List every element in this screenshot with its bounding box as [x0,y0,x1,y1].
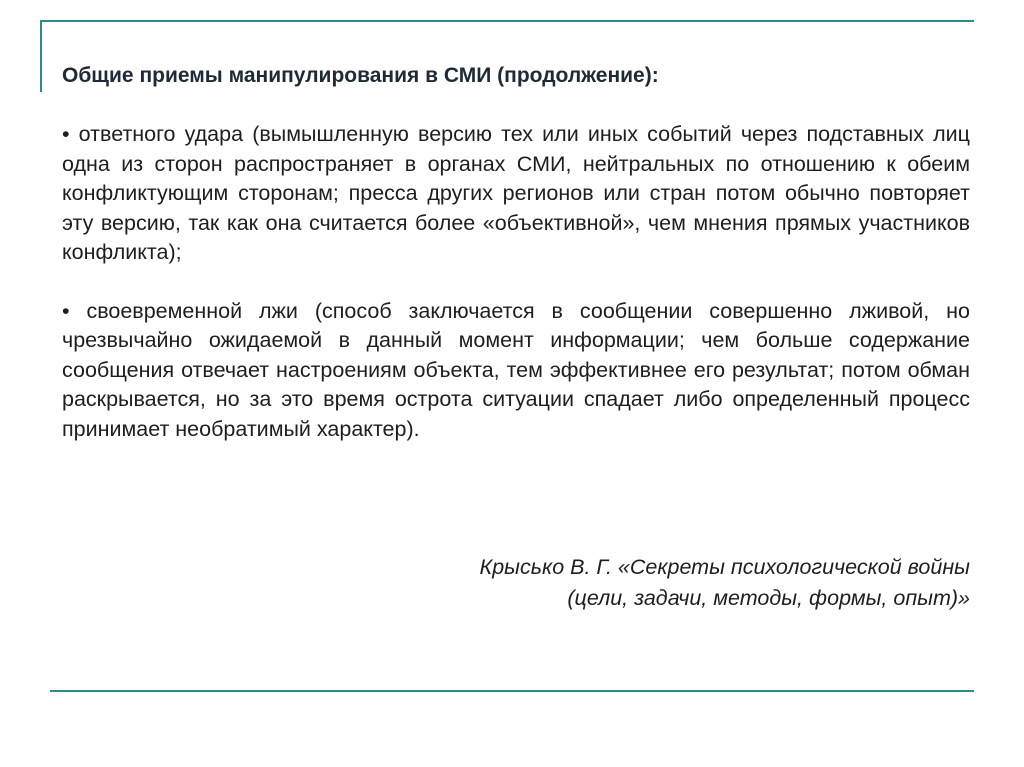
citation [270,552,970,614]
citation-line-2: (цели, задачи, методы, формы, опыт)» [567,586,970,610]
left-accent-bar [40,20,42,92]
top-divider [42,20,974,22]
bottom-divider [50,690,974,692]
citation-line-1: Крысько В. Г. «Секреты психологической войны [479,555,970,579]
paragraph-retaliation: • ответного удара (вымышленную версию тех или иных событий через подставных лиц одна из сторон распространяет в органах СМИ, нейтральных по отношению к обеим конфликтующим сторонам; пресса других регионов или стран потом обычно повторяет эту версию, так как она считается более «объективной», чем мнения прямых участников конфликта); [62,122,970,264]
paragraph-timely-lie: • своевременной лжи (способ заключается в сообщении совершенно лживой, но чрезвычайно ожидаемой в данный момент информации; чем больше содержание сообщения отвечает настроениям объекта, тем эффективнее его результат; потом обман раскрывается, но за это время острота ситуации спадает либо определенный процесс принимает необратимый характер). [62,298,970,441]
page-title: Общие приемы манипулирования в СМИ (продолжение): [62,64,659,87]
body-text [62,120,970,444]
